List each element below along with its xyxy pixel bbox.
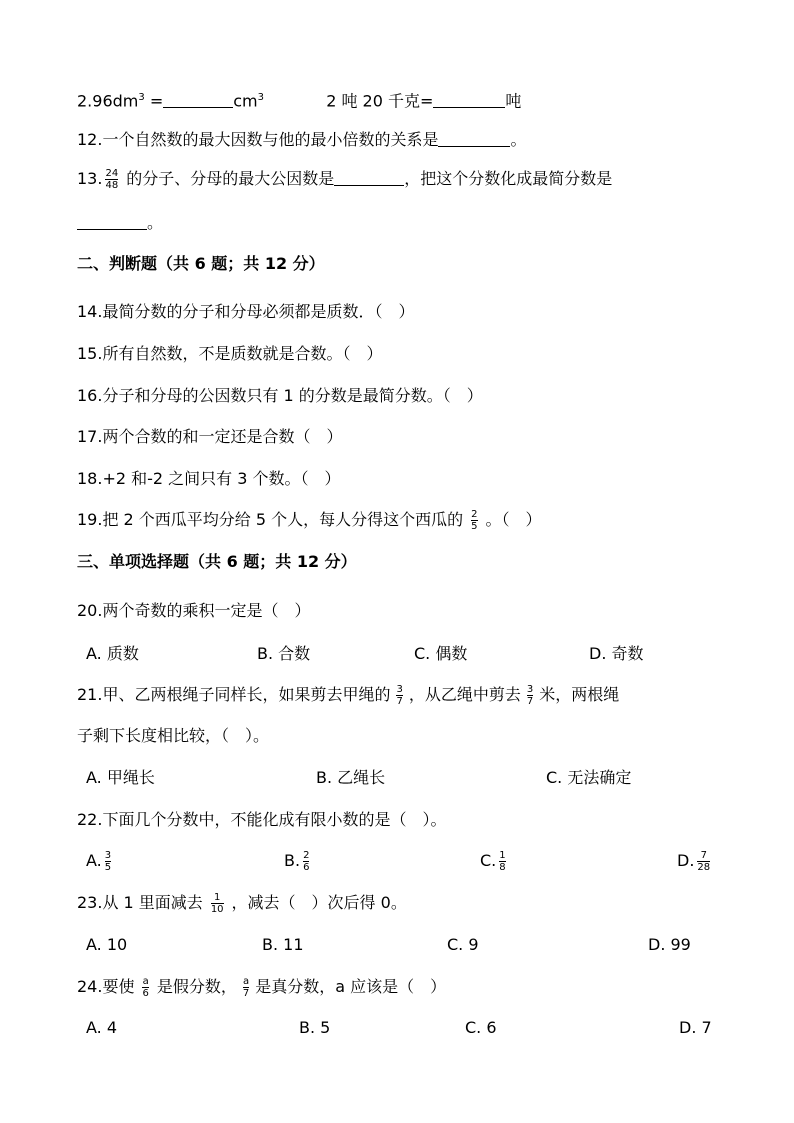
section-choice-heading: 三、单项选择题（共 6 题；共 12 分） xyxy=(77,552,357,571)
q24-line xyxy=(77,975,446,999)
q20-option-b[interactable]: B. 合数 xyxy=(257,644,311,663)
q11-a-text: 2.96dm xyxy=(77,91,139,111)
q20-option-d[interactable]: D. 奇数 xyxy=(589,644,644,663)
q21-fraction-2: $\frac{3}{7}$ xyxy=(526,684,534,707)
q15-text: 15.所有自然数，不是质数就是合数。（ ） xyxy=(77,344,383,363)
q11-a-mid: = xyxy=(144,91,164,111)
q22-option-d-label: D. xyxy=(677,851,695,870)
q24-text-c: 是真分数，a 应该是（ ） xyxy=(255,977,447,996)
q22-option-d-fraction: $\frac{7}{28}$ xyxy=(697,850,711,873)
q22-option-b[interactable] xyxy=(284,849,312,873)
q11-a-blank[interactable] xyxy=(163,91,233,108)
q24-option-d[interactable]: D. 7 xyxy=(679,1018,712,1037)
q24-fraction-1: $\frac{a}{6}$ xyxy=(142,976,149,999)
q12-line xyxy=(77,128,526,152)
q22-text: 22.下面几个分数中，不能化成有限小数的是（ ）。 xyxy=(77,810,447,829)
q24-fraction-2: $\frac{a}{7}$ xyxy=(242,976,250,999)
q13-line2 xyxy=(77,211,163,235)
q24-option-a[interactable]: A. 4 xyxy=(86,1018,118,1037)
q12-text: 12.一个自然数的最大因数与他的最小倍数的关系是 xyxy=(77,130,439,149)
q21-option-b[interactable]: B. 乙绳长 xyxy=(316,768,386,787)
q11-line xyxy=(77,86,521,113)
q11-b-unit: 吨 xyxy=(505,91,522,111)
q13-line xyxy=(77,167,612,191)
q23-line xyxy=(77,891,407,915)
q21-text-c: 米，两根绳 xyxy=(539,685,620,704)
q22-option-d[interactable] xyxy=(677,849,713,873)
q21-line xyxy=(77,683,619,707)
q13-text: 的分子、分母的最大公因数是 xyxy=(121,169,335,188)
q11-a-sup: 3 xyxy=(138,92,145,103)
q13-blank-1[interactable] xyxy=(334,169,404,186)
q13-blank-2[interactable] xyxy=(77,213,147,230)
q13-text2: ，把这个分数化成最简分数是 xyxy=(404,169,613,188)
q21-text-a: 21.甲、乙两根绳子同样长，如果剪去甲绳的 xyxy=(77,685,391,704)
q13-num: 13. xyxy=(77,169,103,188)
q23-option-b[interactable]: B. 11 xyxy=(262,935,304,954)
q19-end: 。（ ） xyxy=(485,510,542,529)
q20-option-a[interactable]: A. 质数 xyxy=(86,644,139,663)
q21-option-a[interactable]: A. 甲绳长 xyxy=(86,768,155,787)
q19-fraction: $\frac{2}{5}$ xyxy=(471,509,478,532)
q21-option-c[interactable]: C. 无法确定 xyxy=(546,768,632,787)
q24-option-c[interactable]: C. 6 xyxy=(465,1018,497,1037)
q14-text: 14.最简分数的分子和分母必须都是质数．（ ） xyxy=(77,302,415,321)
q23-fraction: $\frac{1}{10}$ xyxy=(210,892,224,915)
q22-option-b-fraction: $\frac{2}{6}$ xyxy=(303,850,310,873)
q20-option-c[interactable]: C. 偶数 xyxy=(414,644,468,663)
q21-line2: 子剩下长度相比较，（ ）。 xyxy=(77,726,270,745)
q22-option-c-fraction: $\frac{1}{8}$ xyxy=(499,850,506,873)
q11-b-text: 2 吨 20 千克= xyxy=(326,91,434,111)
section-judge-heading: 二、判断题（共 6 题；共 12 分） xyxy=(77,254,325,273)
q16-text: 16.分子和分母的公因数只有 1 的分数是最简分数。（ ） xyxy=(77,386,483,405)
q19-line xyxy=(77,508,542,532)
q11-a-unit: cm xyxy=(233,91,258,111)
q22-option-a[interactable] xyxy=(86,849,114,873)
q13-fraction: $\frac{24}{48}$ xyxy=(105,168,119,191)
q23-option-c[interactable]: C. 9 xyxy=(447,935,479,954)
q24-text-a: 24.要使 xyxy=(77,977,135,996)
q17-text: 17.两个合数的和一定还是合数（ ） xyxy=(77,427,343,446)
q22-option-c-label: C. xyxy=(480,851,497,870)
q24-option-b[interactable]: B. 5 xyxy=(299,1018,331,1037)
q21-text-b: ，从乙绳中剪去 xyxy=(408,685,521,704)
q11-a-sup2: 3 xyxy=(257,92,265,103)
q24-text-b: 是假分数， xyxy=(156,977,237,996)
q22-option-b-label: B. xyxy=(284,851,301,870)
q23-text-b: ，减去（ ）次后得 0。 xyxy=(231,893,407,912)
q22-option-a-fraction: $\frac{3}{5}$ xyxy=(104,850,112,873)
q23-text-a: 23.从 1 里面减去 xyxy=(77,893,203,912)
q22-option-a-label: A. xyxy=(86,851,102,870)
q20-text: 20.两个奇数的乘积一定是（ ） xyxy=(77,601,311,620)
q13-end: 。 xyxy=(147,213,164,232)
q23-option-a[interactable]: A. 10 xyxy=(86,935,128,954)
q12-end: 。 xyxy=(510,130,527,149)
q12-blank[interactable] xyxy=(438,130,510,147)
q22-option-c[interactable] xyxy=(480,849,509,873)
q11-b-blank[interactable] xyxy=(433,91,505,108)
q19-text: 19.把 2 个西瓜平均分给 5 个人，每人分得这个西瓜的 xyxy=(77,510,464,529)
q23-option-d[interactable]: D. 99 xyxy=(648,935,691,954)
q18-text: 18.+2 和-2 之间只有 3 个数。（ ） xyxy=(77,469,341,488)
q21-fraction-1: $\frac{3}{7}$ xyxy=(396,684,403,707)
